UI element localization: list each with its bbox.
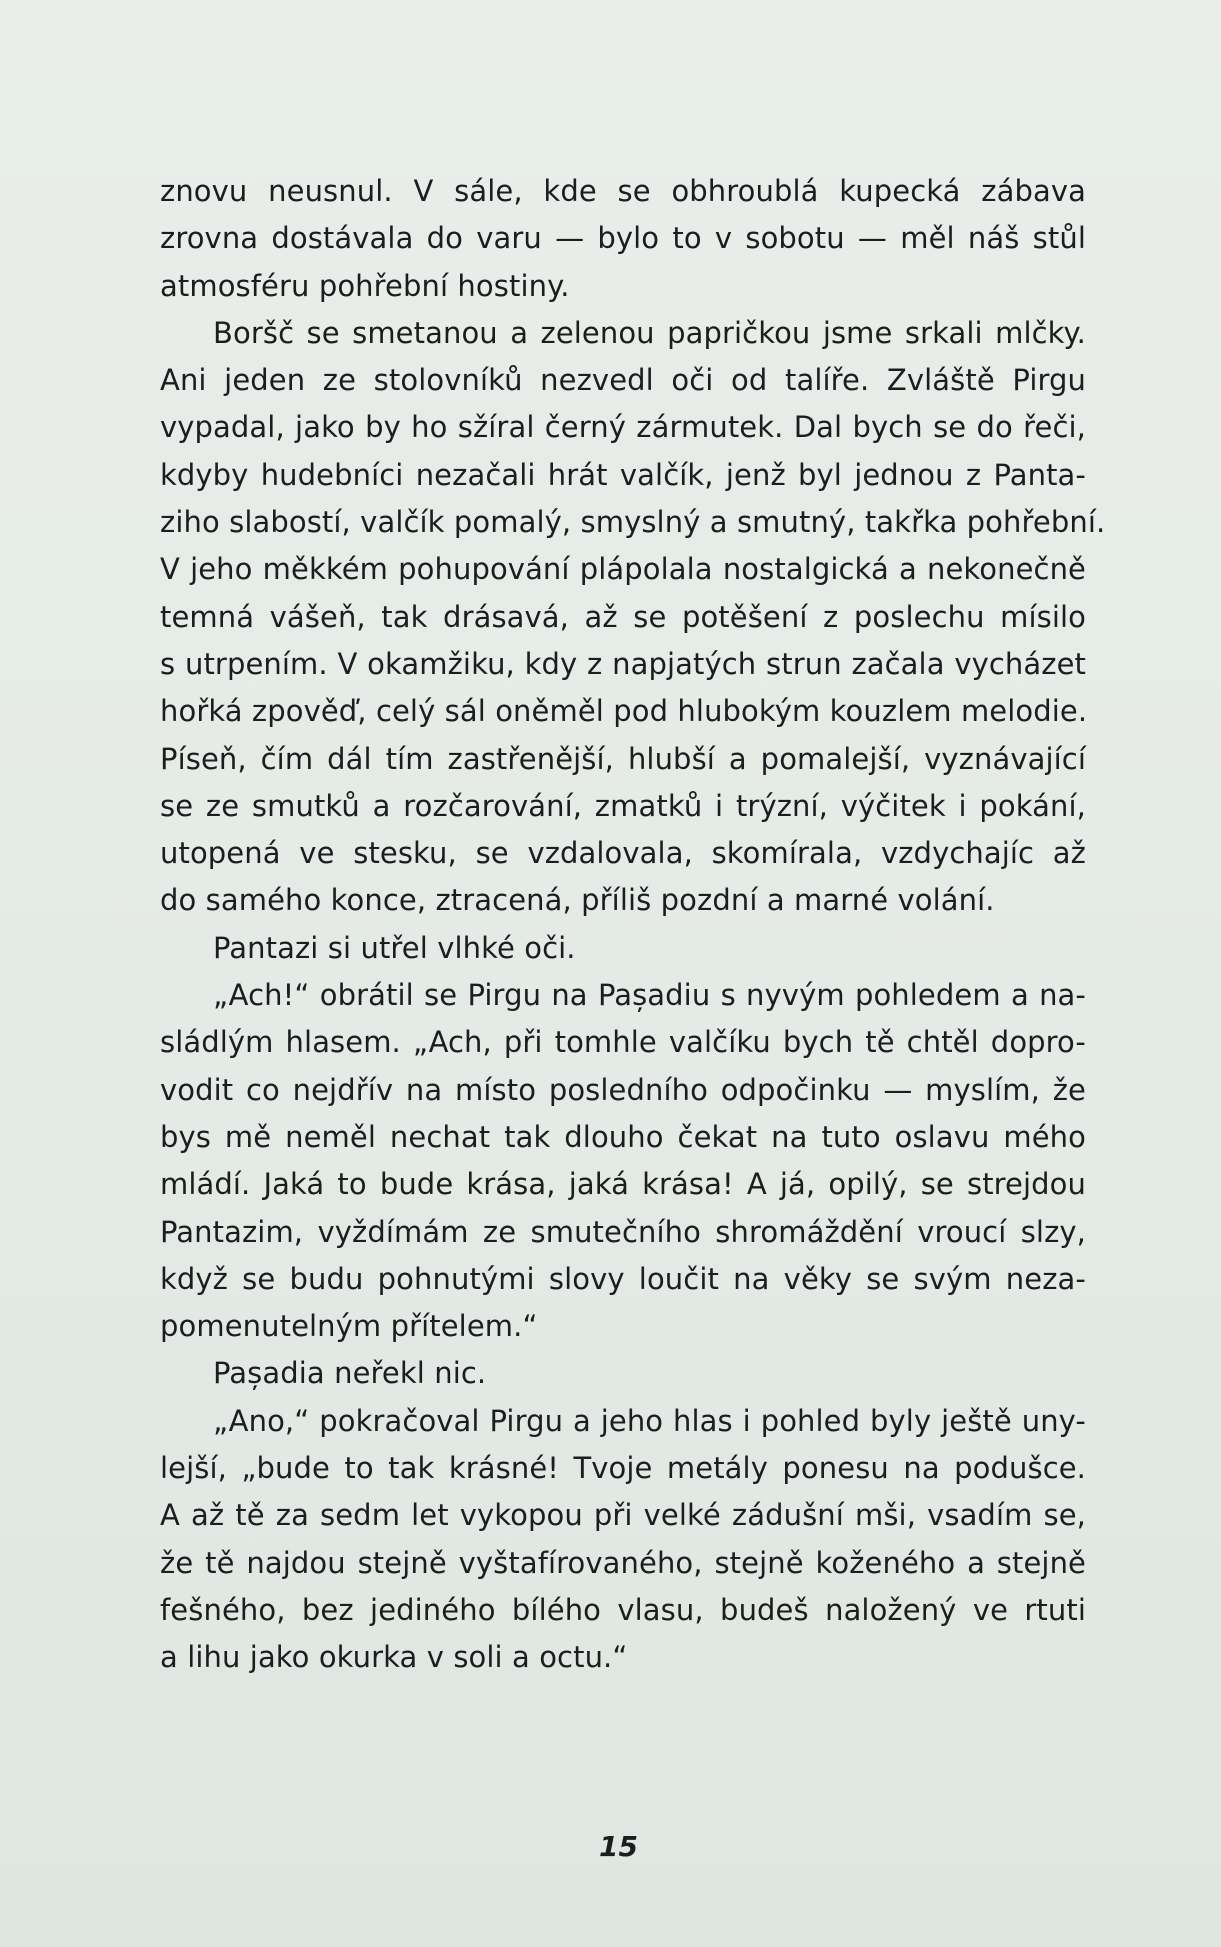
text-line: atmosféru pohřební hostiny. bbox=[160, 268, 570, 303]
body-text bbox=[160, 168, 1106, 1682]
page-number: 15 bbox=[599, 1830, 638, 1863]
text-line: do samého konce, ztracená, příliš pozdní a marné volání. bbox=[160, 883, 995, 918]
text-line: Pantazi si utřel vlhké oči. bbox=[213, 930, 576, 965]
text-line: „Ach!“ obrátil se Pirgu na Pașadiu s nyvým pohledem a na- bbox=[213, 978, 1086, 1013]
text-line: „Ano,“ pokračoval Pirgu a jeho hlas i pohled byly ještě uny- bbox=[213, 1403, 1086, 1438]
text-line: lejší, „bude to tak krásné! Tvoje metály ponesu na podušce. bbox=[160, 1451, 1086, 1486]
text-line: se ze smutků a rozčarování, zmatků i trýzní, výčitek i pokání, bbox=[160, 788, 1086, 823]
text-line: vodit co nejdřív na místo posledního odpočinku — myslím, že bbox=[160, 1072, 1086, 1107]
text-line: temná vášeň, tak drásavá, až se potěšení z poslechu mísilo bbox=[160, 599, 1086, 634]
text-line: když se budu pohnutými slovy loučit na věky se svým neza- bbox=[160, 1261, 1086, 1296]
text-line: utopená ve stesku, se vzdalovala, skomírala, vzdychajíc až bbox=[160, 836, 1086, 871]
text-line: V jeho měkkém pohupování plápolala nostalgická a nekonečně bbox=[160, 552, 1086, 587]
text-line: Boršč se smetanou a zelenou papričkou jsme srkali mlčky. bbox=[213, 315, 1086, 350]
text-line: Pantazim, vyždímám ze smutečního shromáždění vroucí slzy, bbox=[160, 1214, 1086, 1249]
text-line: kdyby hudebníci nezačali hrát valčík, jenž byl jednou z Panta- bbox=[160, 457, 1086, 492]
text-line: A až tě za sedm let vykopou při velké zádušní mši, vsadím se, bbox=[160, 1498, 1086, 1533]
text-line: pomenutelným přítelem.“ bbox=[160, 1309, 538, 1344]
text-line: vypadal, jako by ho sžíral černý zármutek. Dal bych se do řeči, bbox=[160, 410, 1086, 445]
text-line: hořká zpověď, celý sál oněměl pod hlubokým kouzlem melodie. bbox=[160, 694, 1088, 729]
text-line: Píseň, čím dál tím zastřenější, hlubší a pomalejší, vyznávající bbox=[160, 741, 1086, 776]
text-line: fešného, bez jediného bílého vlasu, budeš naložený ve rtuti bbox=[160, 1592, 1086, 1627]
text-line: a lihu jako okurka v soli a octu.“ bbox=[160, 1640, 628, 1675]
text-line: bys mě neměl nechat tak dlouho čekat na tuto oslavu mého bbox=[160, 1119, 1086, 1154]
text-line: Ani jeden ze stolovníků nezvedl oči od talíře. Zvláště Pirgu bbox=[160, 363, 1086, 398]
text-line: sládlým hlasem. „Ach, při tomhle valčíku bych tě chtěl dopro- bbox=[160, 1025, 1086, 1060]
text-line: Pașadia neřekl nic. bbox=[213, 1356, 487, 1391]
text-line: mládí. Jaká to bude krása, jaká krása! A já, opilý, se strejdou bbox=[160, 1167, 1086, 1202]
text-line: že tě najdou stejně vyštafírovaného, stejně koženého a stejně bbox=[160, 1545, 1086, 1580]
text-line: ziho slabostí, valčík pomalý, smyslný a smutný, takřka pohřební. bbox=[160, 505, 1106, 540]
text-line: zrovna dostávala do varu — bylo to v sobotu — měl náš stůl bbox=[160, 221, 1086, 256]
text-line: s utrpením. V okamžiku, kdy z napjatých strun začala vycházet bbox=[160, 646, 1086, 681]
text-line: znovu neusnul. V sále, kde se obhroublá kupecká zábava bbox=[160, 174, 1086, 208]
